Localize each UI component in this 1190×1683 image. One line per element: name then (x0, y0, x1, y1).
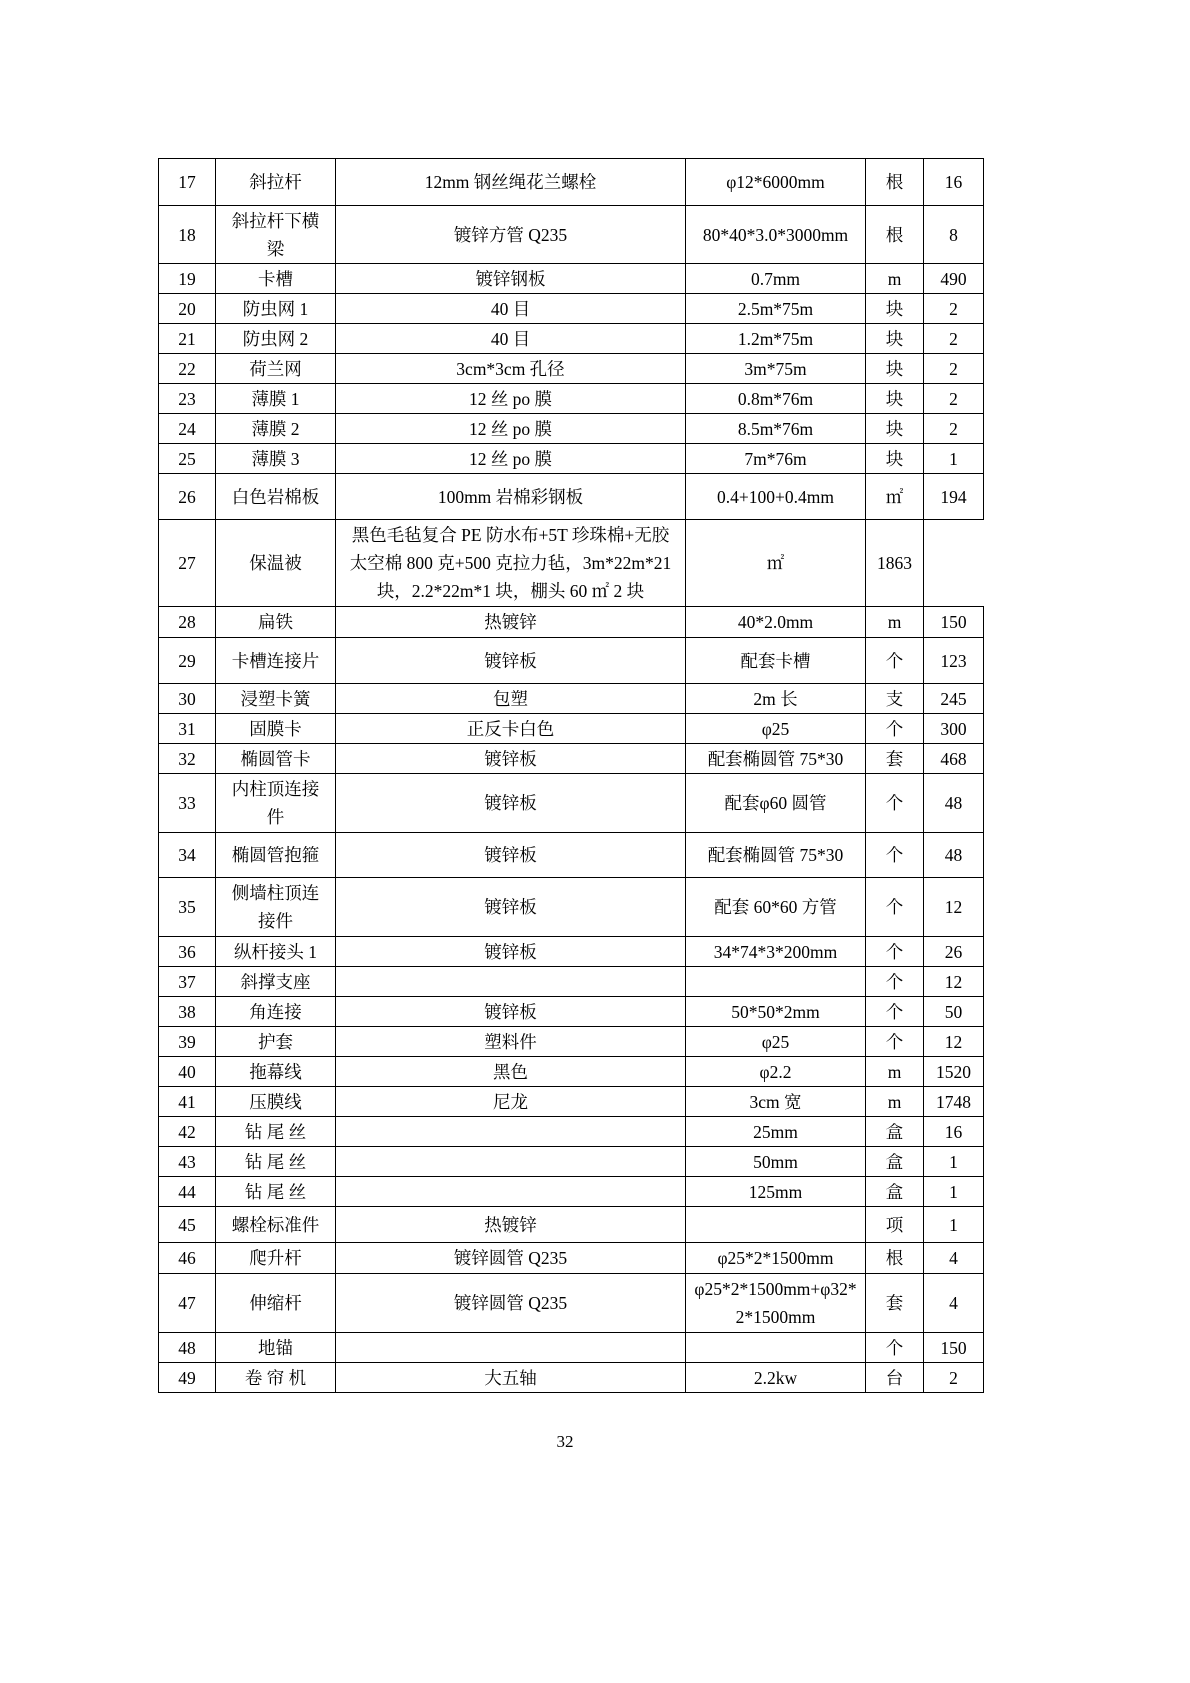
item-unit: 块 (866, 384, 924, 414)
item-name: 斜拉杆下横梁 (216, 206, 336, 264)
item-number: 44 (159, 1177, 216, 1207)
item-unit: 块 (866, 354, 924, 384)
item-size: 1.2m*75m (686, 324, 866, 354)
item-spec (336, 1117, 686, 1147)
item-size: 125mm (686, 1177, 866, 1207)
table-row (159, 1363, 984, 1393)
item-number: 48 (159, 1333, 216, 1363)
table-row (159, 384, 984, 414)
item-unit: 个 (866, 937, 924, 967)
item-spec: 12mm 钢丝绳花兰螺栓 (336, 159, 686, 206)
item-number: 37 (159, 967, 216, 997)
item-quantity: 2 (924, 1363, 984, 1393)
item-name: 白色岩棉板 (216, 474, 336, 520)
item-spec: 12 丝 po 膜 (336, 414, 686, 444)
table-row (159, 967, 984, 997)
item-size: 配套φ60 圆管 (686, 774, 866, 833)
item-quantity: 50 (924, 997, 984, 1027)
item-spec: 镀锌板 (336, 774, 686, 833)
item-name: 卡槽连接片 (216, 638, 336, 684)
item-unit: 套 (866, 744, 924, 774)
item-unit: 1863 (866, 520, 924, 607)
item-size: φ2.2 (686, 1057, 866, 1087)
item-quantity: 2 (924, 354, 984, 384)
item-size: 0.7mm (686, 264, 866, 294)
item-number: 22 (159, 354, 216, 384)
item-quantity: 12 (924, 878, 984, 937)
table-row (159, 937, 984, 967)
item-unit: m (866, 607, 924, 638)
item-number: 24 (159, 414, 216, 444)
item-quantity: 150 (924, 1333, 984, 1363)
table-row (159, 520, 984, 607)
item-quantity: 2 (924, 324, 984, 354)
item-name: 防虫网 1 (216, 294, 336, 324)
item-unit: m (866, 264, 924, 294)
item-unit: 根 (866, 1243, 924, 1274)
item-name: 卡槽 (216, 264, 336, 294)
item-size: 25mm (686, 1117, 866, 1147)
item-spec: 黑色 (336, 1057, 686, 1087)
item-spec: 大五轴 (336, 1363, 686, 1393)
table-row (159, 878, 984, 937)
item-spec: 包塑 (336, 684, 686, 714)
item-spec: 12 丝 po 膜 (336, 384, 686, 414)
item-quantity: 1 (924, 444, 984, 474)
item-number: 49 (159, 1363, 216, 1393)
table-row (159, 1147, 984, 1177)
table-row (159, 1333, 984, 1363)
item-number: 23 (159, 384, 216, 414)
page-number: 32 (556, 1432, 574, 1451)
item-size: 2.5m*75m (686, 294, 866, 324)
item-size: 34*74*3*200mm (686, 937, 866, 967)
item-spec: 镀锌板 (336, 878, 686, 937)
item-quantity: 12 (924, 967, 984, 997)
item-unit: 块 (866, 444, 924, 474)
item-quantity: 2 (924, 384, 984, 414)
item-name: 钻 尾 丝 (216, 1117, 336, 1147)
item-quantity: 1748 (924, 1087, 984, 1117)
item-spec: 镀锌圆管 Q235 (336, 1243, 686, 1274)
item-spec (336, 967, 686, 997)
item-spec: 镀锌板 (336, 937, 686, 967)
materials-table (158, 158, 984, 1393)
item-number: 36 (159, 937, 216, 967)
item-spec: 3cm*3cm 孔径 (336, 354, 686, 384)
table-row (159, 714, 984, 744)
item-quantity: 1 (924, 1177, 984, 1207)
item-quantity: 194 (924, 474, 984, 520)
item-name: 钻 尾 丝 (216, 1147, 336, 1177)
item-number: 21 (159, 324, 216, 354)
item-unit: 个 (866, 997, 924, 1027)
item-number: 33 (159, 774, 216, 833)
item-size: 50mm (686, 1147, 866, 1177)
item-size: 配套椭圆管 75*30 (686, 833, 866, 878)
item-unit: 块 (866, 414, 924, 444)
item-unit: 个 (866, 714, 924, 744)
item-quantity: 1520 (924, 1057, 984, 1087)
item-unit: 盒 (866, 1147, 924, 1177)
item-quantity: 1 (924, 1207, 984, 1243)
item-size: 50*50*2mm (686, 997, 866, 1027)
item-spec: 40 目 (336, 294, 686, 324)
table-row (159, 1117, 984, 1147)
item-quantity: 8 (924, 206, 984, 264)
table-row (159, 833, 984, 878)
item-spec: 尼龙 (336, 1087, 686, 1117)
item-unit: ㎡ (866, 474, 924, 520)
item-name: 保温被 (216, 520, 336, 607)
item-size: φ25*2*1500mm (686, 1243, 866, 1274)
table-row (159, 444, 984, 474)
item-name: 拖幕线 (216, 1057, 336, 1087)
item-spec: 镀锌板 (336, 744, 686, 774)
item-quantity: 12 (924, 1027, 984, 1057)
item-name: 薄膜 2 (216, 414, 336, 444)
item-number: 17 (159, 159, 216, 206)
item-spec: 镀锌圆管 Q235 (336, 1274, 686, 1333)
item-number: 42 (159, 1117, 216, 1147)
item-quantity: 4 (924, 1274, 984, 1333)
item-number: 32 (159, 744, 216, 774)
item-number: 39 (159, 1027, 216, 1057)
item-name: 防虫网 2 (216, 324, 336, 354)
table-row (159, 206, 984, 264)
table-row (159, 294, 984, 324)
item-size: φ25 (686, 1027, 866, 1057)
table-row (159, 1027, 984, 1057)
item-number: 28 (159, 607, 216, 638)
item-number: 27 (159, 520, 216, 607)
table-row (159, 744, 984, 774)
table-row (159, 638, 984, 684)
item-size (686, 1333, 866, 1363)
item-unit: 个 (866, 1333, 924, 1363)
item-spec: 塑料件 (336, 1027, 686, 1057)
item-number: 31 (159, 714, 216, 744)
item-spec: 镀锌板 (336, 833, 686, 878)
item-spec: 热镀锌 (336, 1207, 686, 1243)
item-number: 25 (159, 444, 216, 474)
item-number: 29 (159, 638, 216, 684)
item-name: 固膜卡 (216, 714, 336, 744)
item-name: 斜拉杆 (216, 159, 336, 206)
item-number: 41 (159, 1087, 216, 1117)
item-spec (336, 1177, 686, 1207)
item-number: 43 (159, 1147, 216, 1177)
item-name: 斜撑支座 (216, 967, 336, 997)
item-unit: 个 (866, 878, 924, 937)
item-unit: 个 (866, 967, 924, 997)
item-unit: 盒 (866, 1117, 924, 1147)
item-name: 伸缩杆 (216, 1274, 336, 1333)
item-size: 配套椭圆管 75*30 (686, 744, 866, 774)
item-quantity: 123 (924, 638, 984, 684)
item-unit: 盒 (866, 1177, 924, 1207)
item-number: 40 (159, 1057, 216, 1087)
item-size: 80*40*3.0*3000mm (686, 206, 866, 264)
item-spec (336, 1147, 686, 1177)
item-name: 内柱顶连接件 (216, 774, 336, 833)
item-number: 34 (159, 833, 216, 878)
item-size (686, 1207, 866, 1243)
table-row (159, 774, 984, 833)
table-row (159, 264, 984, 294)
item-size: 0.4+100+0.4mm (686, 474, 866, 520)
table-row (159, 607, 984, 638)
item-size: 3cm 宽 (686, 1087, 866, 1117)
item-number: 46 (159, 1243, 216, 1274)
item-name: 护套 (216, 1027, 336, 1057)
item-quantity: 2 (924, 414, 984, 444)
item-number: 19 (159, 264, 216, 294)
item-name: 椭圆管抱箍 (216, 833, 336, 878)
table-row (159, 1087, 984, 1117)
table-row (159, 1177, 984, 1207)
item-number: 38 (159, 997, 216, 1027)
item-spec: 镀锌板 (336, 997, 686, 1027)
item-name: 地锚 (216, 1333, 336, 1363)
item-name: 爬升杆 (216, 1243, 336, 1274)
item-quantity: 4 (924, 1243, 984, 1274)
item-unit: 套 (866, 1274, 924, 1333)
item-number: 26 (159, 474, 216, 520)
item-size: φ25 (686, 714, 866, 744)
item-spec: 正反卡白色 (336, 714, 686, 744)
item-name: 螺栓标准件 (216, 1207, 336, 1243)
item-quantity: 2 (924, 294, 984, 324)
item-size: φ25*2*1500mm+φ32*2*1500mm (686, 1274, 866, 1333)
table-row (159, 159, 984, 206)
item-size: 7m*76m (686, 444, 866, 474)
table-row (159, 474, 984, 520)
item-size: 0.8m*76m (686, 384, 866, 414)
item-spec (336, 1333, 686, 1363)
item-unit: 个 (866, 638, 924, 684)
item-number: 18 (159, 206, 216, 264)
item-name: 卷 帘 机 (216, 1363, 336, 1393)
item-spec: 40 目 (336, 324, 686, 354)
item-size: 40*2.0mm (686, 607, 866, 638)
table-row (159, 997, 984, 1027)
item-size: 2m 长 (686, 684, 866, 714)
table-row (159, 1274, 984, 1333)
item-name: 薄膜 1 (216, 384, 336, 414)
item-name: 压膜线 (216, 1087, 336, 1117)
table-row (159, 354, 984, 384)
item-size: φ12*6000mm (686, 159, 866, 206)
item-unit: 块 (866, 324, 924, 354)
item-quantity (924, 520, 984, 607)
item-name: 纵杆接头 1 (216, 937, 336, 967)
item-name: 薄膜 3 (216, 444, 336, 474)
item-size (686, 967, 866, 997)
item-name: 侧墙柱顶连接件 (216, 878, 336, 937)
item-size: 8.5m*76m (686, 414, 866, 444)
item-name: 浸塑卡簧 (216, 684, 336, 714)
item-unit: 块 (866, 294, 924, 324)
item-quantity: 48 (924, 774, 984, 833)
item-unit: m (866, 1057, 924, 1087)
item-quantity: 245 (924, 684, 984, 714)
item-unit: 个 (866, 774, 924, 833)
table-row (159, 1057, 984, 1087)
item-unit: 支 (866, 684, 924, 714)
item-quantity: 468 (924, 744, 984, 774)
item-number: 47 (159, 1274, 216, 1333)
item-name: 荷兰网 (216, 354, 336, 384)
item-quantity: 16 (924, 1117, 984, 1147)
table-row (159, 684, 984, 714)
item-name: 扁铁 (216, 607, 336, 638)
item-quantity: 1 (924, 1147, 984, 1177)
item-number: 30 (159, 684, 216, 714)
item-size: 配套卡槽 (686, 638, 866, 684)
item-spec: 热镀锌 (336, 607, 686, 638)
item-name: 椭圆管卡 (216, 744, 336, 774)
item-spec: 镀锌板 (336, 638, 686, 684)
item-spec: 镀锌钢板 (336, 264, 686, 294)
item-quantity: 150 (924, 607, 984, 638)
item-unit: 根 (866, 206, 924, 264)
item-number: 20 (159, 294, 216, 324)
item-name: 角连接 (216, 997, 336, 1027)
item-unit: m (866, 1087, 924, 1117)
item-number: 35 (159, 878, 216, 937)
item-number: 45 (159, 1207, 216, 1243)
item-size: 2.2kw (686, 1363, 866, 1393)
table-row (159, 1243, 984, 1274)
item-spec: 镀锌方管 Q235 (336, 206, 686, 264)
item-name: 钻 尾 丝 (216, 1177, 336, 1207)
item-unit: 个 (866, 833, 924, 878)
item-quantity: 48 (924, 833, 984, 878)
item-unit: 根 (866, 159, 924, 206)
item-quantity: 26 (924, 937, 984, 967)
item-size: ㎡ (686, 520, 866, 607)
item-unit: 台 (866, 1363, 924, 1393)
item-quantity: 300 (924, 714, 984, 744)
item-unit: 项 (866, 1207, 924, 1243)
item-spec: 黑色毛毡复合 PE 防水布+5T 珍珠棉+无胶太空棉 800 克+500 克拉力毡，3m*22m*21 块，2.2*22m*1 块，棚头 60 ㎡ 2 块 (336, 520, 686, 607)
item-spec: 100mm 岩棉彩钢板 (336, 474, 686, 520)
item-size: 3m*75m (686, 354, 866, 384)
item-unit: 个 (866, 1027, 924, 1057)
item-size: 配套 60*60 方管 (686, 878, 866, 937)
item-quantity: 490 (924, 264, 984, 294)
item-spec: 12 丝 po 膜 (336, 444, 686, 474)
item-quantity: 16 (924, 159, 984, 206)
table-row (159, 1207, 984, 1243)
table-row (159, 414, 984, 444)
table-row (159, 324, 984, 354)
